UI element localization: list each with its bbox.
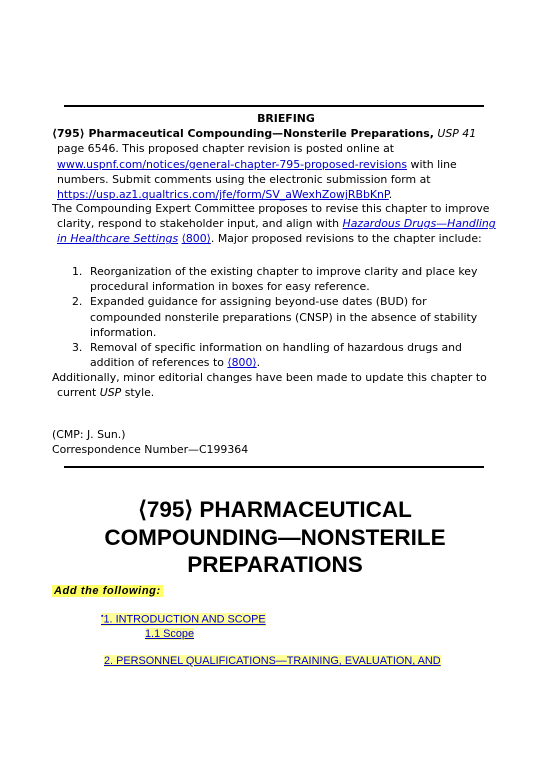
usp-reference: USP 41 [437,127,477,141]
briefing-text [52,126,492,202]
title-line-1: ⟨795⟩ PHARMACEUTICAL [138,497,412,522]
editorial-text: Additionally, minor editorial changes have been made to update this chapter to current [52,371,487,400]
briefing-sentence-1: page 6546. This proposed chapter revision is posted online at [57,142,395,156]
list-item-text-end: . [256,356,261,370]
editorial-text-end: style. [124,386,155,400]
list-item-text: Expanded guidance for assigning beyond-use dates (BUD) for compounded nonsterile preparations (CNSP) in the absence of stability information. [90,295,478,339]
insert-marker-icon: ▪ [101,613,104,620]
revisions-list [52,264,492,370]
bottom-rule [64,466,484,468]
add-following-label: Add the following: [54,585,161,597]
title-line-2: COMPOUNDING—NONSTERILE [104,524,446,550]
top-rule [64,105,484,107]
chapter-reference: ⟨795⟩ Pharmaceutical Compounding—Nonsterile Preparations, [52,127,434,141]
briefing-heading: BRIEFING [257,112,315,125]
briefing-sentence-2a: with line [410,157,457,171]
briefing-sentence-2b: numbers. Submit comments using the electronic submission form at [57,172,431,186]
list-item [52,294,492,340]
proposed-revisions-link[interactable]: www.uspnf.com/notices/general-chapter-795-proposed-revisions [57,157,408,171]
briefing-section [52,111,492,202]
chapter-800-link[interactable]: ⟨800⟩ [227,356,257,370]
page-title [60,496,490,579]
cmp-note: (CMP: J. Sun.) [52,428,126,441]
title-line-3: PREPARATIONS [187,552,363,577]
list-item-text: Reorganization of the existing chapter to improve clarity and place key procedural information in boxes for easy reference. [90,265,478,294]
intro-text-end: . Major proposed revisions to the chapter include: [210,232,482,246]
toc-item-introduction[interactable] [101,613,266,626]
list-number: 1. [72,265,83,278]
hazardous-drugs-link[interactable]: Hazardous Drugs—Handling in Healthcare Settings [57,217,496,246]
revision-intro-paragraph [52,201,497,247]
toc-label: 1. INTRODUCTION AND SCOPE [103,613,266,626]
toc-item-scope[interactable]: 1.1 Scope [145,628,195,640]
submission-form-link[interactable]: https://usp.az1.qualtrics.com/jfe/form/SV_aWexhZowjRBbKnP [57,188,389,202]
period: . [388,188,393,202]
list-number: 3. [72,341,83,355]
list-item-text: Removal of specific information on handling of hazardous drugs and addition of references to [90,341,462,370]
toc-item-personnel[interactable]: 2. PERSONNEL QUALIFICATIONS—TRAINING, EVALUATION, AND [104,655,441,667]
intro-text: The Compounding Expert Committee proposes to revise this chapter to improve clarity, respond to stakeholder input, and align with [52,202,490,231]
list-item [52,264,492,294]
usp-italic: USP [99,386,122,400]
correspondence-number: Correspondence Number—C199364 [52,443,249,456]
editorial-paragraph [52,370,497,400]
chapter-800-link[interactable]: ⟨800⟩ [181,232,211,246]
list-item [52,340,492,370]
list-number: 2. [72,295,83,309]
